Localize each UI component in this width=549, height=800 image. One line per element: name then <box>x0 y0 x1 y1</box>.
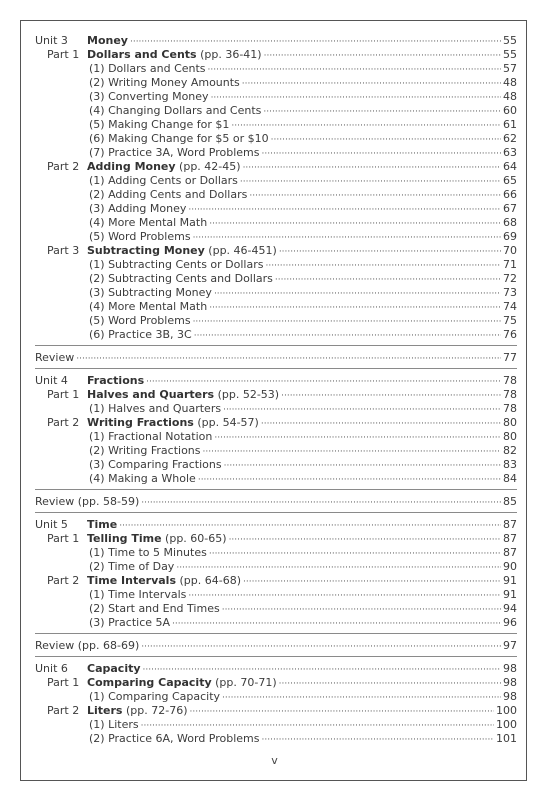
toc-unit-entry <box>35 495 517 509</box>
entry-title-text: (5) Word Problems <box>89 314 191 327</box>
entry-title-text: (5) Word Problems <box>89 230 191 243</box>
entry-title <box>89 616 170 630</box>
entry-title-text: Writing Fractions <box>87 416 194 429</box>
page-ref: 80 <box>503 416 517 429</box>
page-ref: 80 <box>503 430 517 443</box>
page-ref: 55 <box>503 48 517 61</box>
page-number: v <box>271 754 278 767</box>
part-label: Part 2 <box>47 574 80 587</box>
part-label: Part 3 <box>47 244 80 257</box>
entry-title <box>87 704 188 718</box>
entry-title-text: (1) Dollars and Cents <box>89 62 206 75</box>
part-label: Part 1 <box>47 676 80 689</box>
entry-title-text: Dollars and Cents <box>87 48 197 61</box>
entry-title-text: (6) Practice 3B, 3C <box>89 328 192 341</box>
textbook-pages: (pp. 52-53) <box>217 388 280 401</box>
toc-part-entry <box>35 416 517 430</box>
page-ref: 77 <box>503 351 517 364</box>
dot-leader <box>275 273 501 287</box>
page-ref: 96 <box>503 616 517 629</box>
toc-lesson-entry <box>35 76 517 90</box>
dot-leader <box>141 496 501 510</box>
entry-title <box>89 272 273 286</box>
entry-title-text: (3) Comparing Fractions <box>89 458 222 471</box>
dot-leader <box>193 231 501 245</box>
entry-title-text: Money <box>87 34 128 47</box>
dot-leader <box>249 189 501 203</box>
part-label: Part 1 <box>47 388 80 401</box>
entry-title-text: (1) Time Intervals <box>89 588 187 601</box>
entry-title-text: (3) Converting Money <box>89 90 209 103</box>
dot-leader <box>141 640 501 654</box>
dot-leader <box>203 445 502 459</box>
toc-unit-entry <box>35 662 517 676</box>
entry-title <box>89 132 269 146</box>
page-ref: 83 <box>503 458 517 471</box>
unit-label: Unit 5 <box>35 518 68 531</box>
entry-title <box>89 118 229 132</box>
page-ref: 73 <box>503 286 517 299</box>
entry-title-text: (4) More Mental Math <box>89 300 208 313</box>
entry-title <box>89 230 191 244</box>
dot-leader <box>208 63 501 77</box>
dot-leader <box>209 547 501 561</box>
dot-leader <box>141 719 494 733</box>
entry-title-text: (2) Writing Money Amounts <box>89 76 240 89</box>
toc-lesson-entry <box>35 90 517 104</box>
entry-title-text: (2) Start and End Times <box>89 602 220 615</box>
toc-lesson-entry <box>35 690 517 704</box>
toc-lesson-entry <box>35 402 517 416</box>
entry-title <box>89 588 186 602</box>
entry-title-text: Adding Money <box>87 160 176 173</box>
entry-title-text: (5) Making Change for $1 <box>89 118 230 131</box>
dot-leader <box>143 663 501 677</box>
entry-title <box>87 416 259 430</box>
page-ref: 78 <box>503 402 517 415</box>
textbook-pages: (pp. 54-57) <box>197 416 259 429</box>
entry-title <box>89 300 207 314</box>
page-ref: 78 <box>503 374 517 387</box>
toc-lesson-entry <box>35 286 517 300</box>
entry-title <box>87 574 241 588</box>
dot-leader <box>211 91 501 105</box>
entry-title <box>89 258 263 272</box>
page-ref: 68 <box>503 216 517 229</box>
page-ref: 100 <box>496 718 517 731</box>
dot-leader <box>263 105 501 119</box>
textbook-pages: (pp. 64-68) <box>179 574 242 587</box>
entry-title <box>87 244 277 258</box>
page-ref: 72 <box>503 272 517 285</box>
entry-title <box>89 402 221 416</box>
dot-leader <box>176 561 501 575</box>
entry-title <box>89 560 174 574</box>
dot-leader <box>130 35 501 49</box>
entry-title <box>89 314 191 328</box>
entry-title <box>89 602 220 616</box>
toc-lesson-entry <box>35 472 517 486</box>
toc-lesson-entry <box>35 258 517 272</box>
entry-title-text: (2) Adding Cents and Dollars <box>89 188 248 201</box>
dot-leader <box>231 119 501 133</box>
page-ref: 61 <box>503 118 517 131</box>
unit-label: Review (pp. 68-69) <box>35 639 140 652</box>
unit-label: Unit 4 <box>35 374 68 387</box>
toc-lesson-entry <box>35 202 517 216</box>
page-ref: 87 <box>503 518 517 531</box>
entry-title-text: (3) Practice 5A <box>89 616 171 629</box>
page-ref: 55 <box>503 34 517 47</box>
dot-leader <box>262 733 495 747</box>
toc-part-entry <box>35 532 517 546</box>
unit-label: Review <box>35 351 75 364</box>
entry-title-text: (1) Subtracting Cents or Dollars <box>89 258 264 271</box>
page-ref: 98 <box>503 662 517 675</box>
page-ref: 101 <box>496 732 517 745</box>
entry-title-text: Time Intervals <box>87 574 177 587</box>
entry-title-text: (1) Comparing Capacity <box>89 690 221 703</box>
dot-leader <box>209 217 501 231</box>
part-label: Part 2 <box>47 416 80 429</box>
table-of-contents <box>35 34 517 746</box>
dot-leader <box>214 287 501 301</box>
entry-title <box>89 76 240 90</box>
unit-label: Review (pp. 58-59) <box>35 495 140 508</box>
part-label: Part 1 <box>47 532 80 545</box>
page-ref: 70 <box>503 244 517 257</box>
entry-title <box>89 430 212 444</box>
entry-title-text: Fractions <box>87 374 145 387</box>
dot-leader <box>271 133 501 147</box>
dot-leader <box>222 691 501 705</box>
toc-unit-entry <box>35 34 517 48</box>
toc-unit-entry <box>35 374 517 388</box>
dot-leader <box>242 77 501 91</box>
entry-title <box>89 104 261 118</box>
toc-lesson-entry <box>35 546 517 560</box>
entry-title <box>89 90 209 104</box>
dot-leader <box>223 403 501 417</box>
entry-title <box>89 458 222 472</box>
entry-title-text: Telling Time <box>87 532 162 545</box>
dot-leader <box>188 589 501 603</box>
textbook-pages: (pp. 36-41) <box>200 48 262 61</box>
page-ref: 91 <box>503 574 517 587</box>
toc-unit-entry <box>35 639 517 653</box>
dot-leader <box>146 375 501 389</box>
entry-title <box>87 388 279 402</box>
page-ref: 66 <box>503 188 517 201</box>
toc-part-entry <box>35 574 517 588</box>
toc-lesson-entry <box>35 272 517 286</box>
dot-leader <box>224 459 501 473</box>
unit-label: Unit 6 <box>35 662 68 675</box>
toc-lesson-entry <box>35 146 517 160</box>
dot-leader <box>188 203 501 217</box>
page-ref: 98 <box>503 676 517 689</box>
section-divider <box>35 345 517 346</box>
toc-part-entry <box>35 388 517 402</box>
dot-leader <box>243 161 501 175</box>
entry-title-text: (1) Time to 5 Minutes <box>89 546 207 559</box>
section-divider <box>35 368 517 369</box>
toc-lesson-entry <box>35 444 517 458</box>
entry-title-text: (1) Halves and Quarters <box>89 402 222 415</box>
toc-lesson-entry <box>35 300 517 314</box>
toc-lesson-entry <box>35 328 517 342</box>
entry-title <box>89 146 260 160</box>
page-ref: 57 <box>503 62 517 75</box>
page-ref: 84 <box>503 472 517 485</box>
entry-title-text: (7) Practice 3A, Word Problems <box>89 146 260 159</box>
entry-title <box>89 202 186 216</box>
toc-lesson-entry <box>35 104 517 118</box>
entry-title-text: Comparing Capacity <box>87 676 212 689</box>
entry-title <box>87 34 128 48</box>
toc-lesson-entry <box>35 602 517 616</box>
entry-title-text: (2) Writing Fractions <box>89 444 201 457</box>
dot-leader <box>172 617 501 631</box>
toc-lesson-entry <box>35 732 517 746</box>
entry-title-text: (3) Adding Money <box>89 202 187 215</box>
textbook-pages: (pp. 70-71) <box>215 676 277 689</box>
entry-title <box>87 48 262 62</box>
textbook-pages: (pp. 60-65) <box>165 532 227 545</box>
page-ref: 64 <box>503 160 517 173</box>
textbook-pages: (pp. 42-45) <box>179 160 241 173</box>
page-ref: 90 <box>503 560 517 573</box>
page-ref: 60 <box>503 104 517 117</box>
entry-title <box>89 174 238 188</box>
part-label: Part 1 <box>47 48 80 61</box>
toc-unit-entry <box>35 518 517 532</box>
entry-title <box>89 328 192 342</box>
entry-title <box>89 188 247 202</box>
page-ref: 62 <box>503 132 517 145</box>
dot-leader <box>194 329 501 343</box>
dot-leader <box>264 49 501 63</box>
dot-leader <box>261 417 501 431</box>
toc-lesson-entry <box>35 616 517 630</box>
entry-title-text: (1) Adding Cents or Dollars <box>89 174 238 187</box>
unit-label: Unit 3 <box>35 34 68 47</box>
entry-title <box>87 662 141 676</box>
part-label: Part 2 <box>47 704 80 717</box>
entry-title-text: Capacity <box>87 662 141 675</box>
page-ref: 100 <box>496 704 517 717</box>
entry-title-text: (1) Liters <box>89 718 139 731</box>
toc-lesson-entry <box>35 458 517 472</box>
entry-title-text: (4) Making a Whole <box>89 472 196 485</box>
toc-lesson-entry <box>35 132 517 146</box>
page-ref: 74 <box>503 300 517 313</box>
page-ref: 65 <box>503 174 517 187</box>
page-ref: 48 <box>503 76 517 89</box>
toc-lesson-entry <box>35 118 517 132</box>
toc-part-entry <box>35 244 517 258</box>
toc-lesson-entry <box>35 560 517 574</box>
page-ref: 82 <box>503 444 517 457</box>
entry-title <box>89 718 139 732</box>
entry-title <box>87 532 227 546</box>
dot-leader <box>209 301 501 315</box>
entry-title-text: Liters <box>87 704 123 717</box>
section-divider <box>35 512 517 513</box>
dot-leader <box>119 519 501 533</box>
page-ref: 97 <box>503 639 517 652</box>
page-ref: 94 <box>503 602 517 615</box>
dot-leader <box>190 705 495 719</box>
toc-part-entry <box>35 160 517 174</box>
page-ref: 91 <box>503 588 517 601</box>
section-divider <box>35 489 517 490</box>
entry-title <box>89 62 206 76</box>
entry-title-text: (1) Fractional Notation <box>89 430 213 443</box>
dot-leader <box>214 431 501 445</box>
entry-title <box>87 518 117 532</box>
toc-lesson-entry <box>35 314 517 328</box>
section-divider <box>35 633 517 634</box>
entry-title-text: (2) Time of Day <box>89 560 175 573</box>
page-ref: 85 <box>503 495 517 508</box>
toc-part-entry <box>35 676 517 690</box>
toc-part-entry <box>35 704 517 718</box>
page-ref: 63 <box>503 146 517 159</box>
dot-leader <box>281 389 501 403</box>
page-ref: 87 <box>503 546 517 559</box>
dot-leader <box>222 603 501 617</box>
toc-lesson-entry <box>35 230 517 244</box>
dot-leader <box>279 677 501 691</box>
page-ref: 87 <box>503 532 517 545</box>
textbook-pages: (pp. 72-76) <box>125 704 188 717</box>
entry-title <box>87 374 144 388</box>
entry-title <box>89 444 201 458</box>
textbook-pages: (pp. 46-451) <box>208 244 277 257</box>
dot-leader <box>193 315 501 329</box>
page-ref: 71 <box>503 258 517 271</box>
entry-title <box>87 676 277 690</box>
toc-lesson-entry <box>35 188 517 202</box>
dot-leader <box>240 175 501 189</box>
toc-part-entry <box>35 48 517 62</box>
toc-lesson-entry <box>35 588 517 602</box>
entry-title <box>89 546 207 560</box>
entry-title-text: Time <box>87 518 118 531</box>
entry-title-text: (4) More Mental Math <box>89 216 208 229</box>
page-ref: 98 <box>503 690 517 703</box>
entry-title <box>89 286 212 300</box>
page-ref: 75 <box>503 314 517 327</box>
entry-title-text: Subtracting Money <box>87 244 205 257</box>
toc-lesson-entry <box>35 430 517 444</box>
toc-unit-entry <box>35 351 517 365</box>
entry-title-text: (2) Practice 6A, Word Problems <box>89 732 260 745</box>
toc-lesson-entry <box>35 62 517 76</box>
dot-leader <box>265 259 501 273</box>
entry-title <box>87 160 241 174</box>
entry-title <box>89 472 196 486</box>
entry-title-text: (2) Subtracting Cents and Dollars <box>89 272 273 285</box>
section-divider <box>35 656 517 657</box>
entry-title <box>89 216 207 230</box>
page-ref: 48 <box>503 90 517 103</box>
page-ref: 67 <box>503 202 517 215</box>
dot-leader <box>198 473 501 487</box>
toc-lesson-entry <box>35 174 517 188</box>
dot-leader <box>229 533 501 547</box>
toc-lesson-entry <box>35 718 517 732</box>
part-label: Part 2 <box>47 160 80 173</box>
entry-title <box>89 732 260 746</box>
page-ref: 69 <box>503 230 517 243</box>
entry-title-text: (4) Changing Dollars and Cents <box>89 104 262 117</box>
entry-title-text: (3) Subtracting Money <box>89 286 212 299</box>
dot-leader <box>262 147 502 161</box>
dot-leader <box>243 575 501 589</box>
entry-title <box>89 690 220 704</box>
dot-leader <box>76 352 501 366</box>
dot-leader <box>279 245 501 259</box>
page-ref: 76 <box>503 328 517 341</box>
entry-title-text: Halves and Quarters <box>87 388 215 401</box>
entry-title-text: (6) Making Change for $5 or $10 <box>89 132 269 145</box>
page-ref: 78 <box>503 388 517 401</box>
toc-lesson-entry <box>35 216 517 230</box>
